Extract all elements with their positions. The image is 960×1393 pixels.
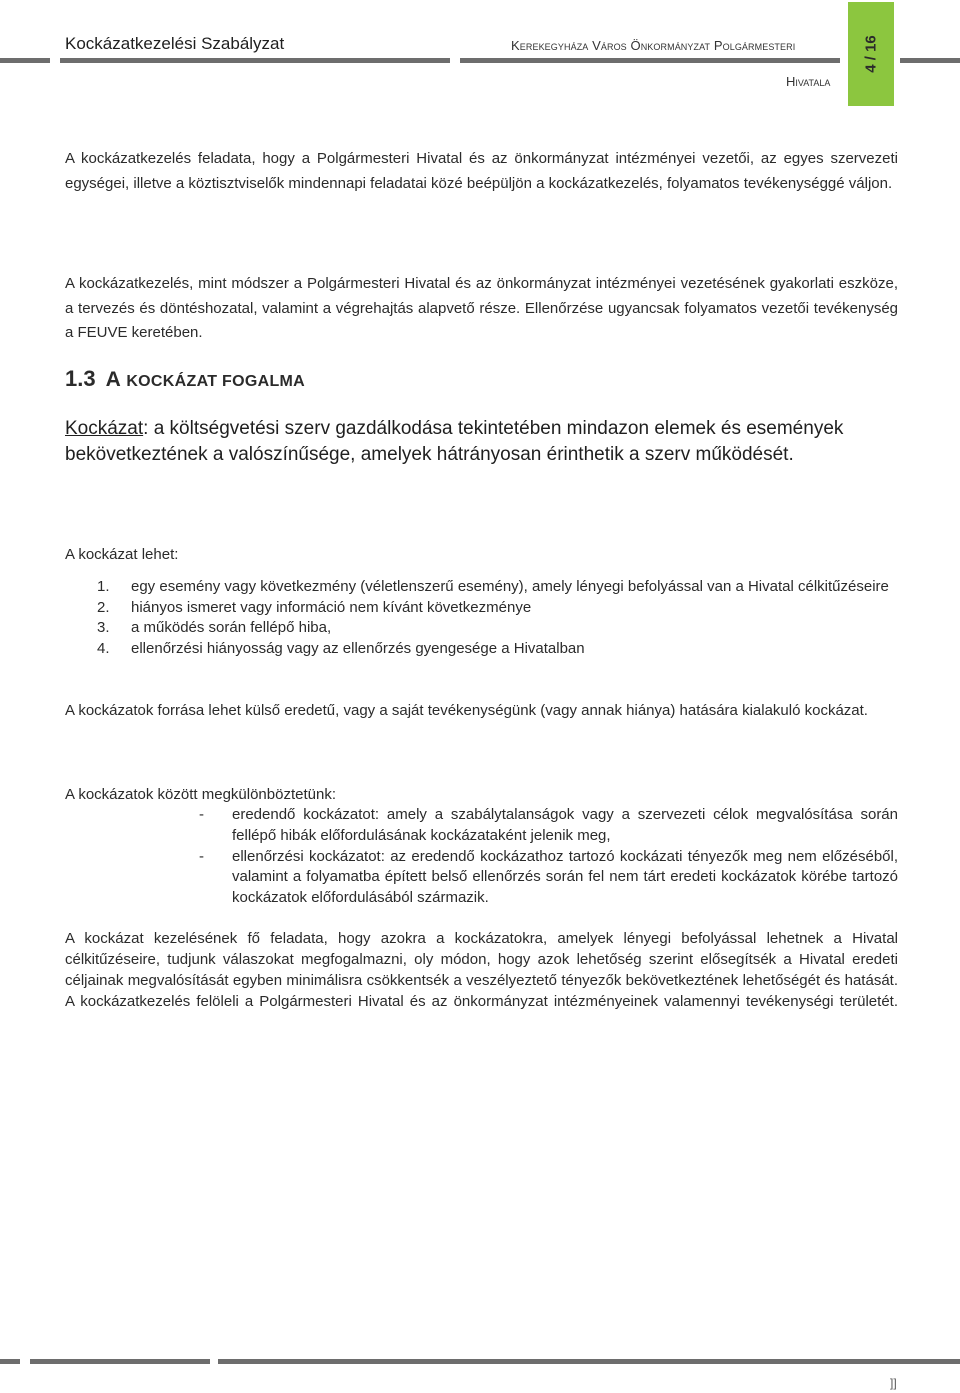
footer-rule-right — [218, 1359, 960, 1364]
list-item-text: ellenőrzési kockázatot: az eredendő kockázathoz tartozó kockázati tényezők meg nem előzéséből, valamint a folyamatba épített belső ellenőrzés során fel nem tárt eredeti kockázatok körébe tartozó kockázatok előfordulásából származik. — [232, 847, 898, 907]
list-item-text: a működés során fellépő hiba, — [131, 619, 332, 637]
list-item — [65, 847, 898, 909]
footer-rule-mid — [30, 1359, 210, 1364]
section-title-initial: A — [105, 368, 121, 391]
list-item-number: 3. — [97, 619, 110, 637]
risk-distinction-list — [65, 805, 898, 909]
list-item-text: hiányos ismeret vagy információ nem kívánt következménye — [131, 598, 532, 616]
section-heading — [65, 366, 305, 392]
list-item-text: ellenőrzési hiányosság vagy az ellenőrzés gyengesége a Hivatalban — [131, 639, 585, 657]
list-item-text: egy esemény vagy következmény (véletlenszerű esemény), amely lényegi befolyással van a Hivatal célkitűzéseire — [131, 578, 889, 595]
list-item-number: 4. — [97, 639, 110, 657]
list-item — [65, 639, 898, 660]
footer-rule-left — [0, 1359, 20, 1364]
paragraph-3: A kockázatok forrása lehet külső eredetű, vagy a saját tevékenységünk (vagy annak hiánya) hatására kialakuló kockázat. — [65, 702, 868, 719]
paragraph-1: A kockázatkezelés feladata, hogy a Polgármesteri Hivatal és az önkormányzat intézményei vezetői, az egyes szervezeti egységei, illetve a köztisztviselők mindennapi feladatai közé beépüljön a kockázatkezelés, folyamatos tevékenységgé váljon. — [65, 150, 898, 192]
page-number: 4 / 16 — [862, 35, 880, 73]
header-rule-right — [460, 58, 840, 63]
list-dash: - — [199, 806, 204, 823]
section-number: 1.3 — [65, 366, 96, 391]
organization-name-line2: Hivatala — [786, 74, 831, 89]
list-dash: - — [199, 847, 204, 865]
definition-term: Kockázat — [65, 418, 144, 439]
definition-text: : a költségvetési szerv gazdálkodása tekintetében mindazon elemek és események bekövetkeztének a valószínűsége, amelyek hátrányosan érinthetik a szerv működését. — [65, 418, 844, 465]
header-rule-left — [0, 58, 50, 63]
list-item — [65, 618, 898, 639]
header-rule-mid — [60, 58, 450, 63]
list-item-number: 2. — [97, 598, 110, 616]
paragraph-2: A kockázatkezelés, mint módszer a Polgármesteri Hivatal és az önkormányzat intézményei vezetésének gyakorlati eszköze, a tervezés és döntéshozatal, valamint a végrehajtás alapvető része. Ellenőrzése ugyancsak folyamatos vezetői tevékenység a FEUVE keretében. — [65, 275, 898, 342]
list-intro: A kockázat lehet: — [65, 546, 179, 563]
risk-definition — [65, 416, 898, 467]
list-item — [65, 577, 898, 598]
organization-name: Kerekegyháza Város Önkormányzat Polgármesteri — [511, 38, 796, 53]
list-item-number: 1. — [97, 578, 110, 595]
list-item — [65, 805, 898, 847]
distinction-intro: A kockázatok között megkülönböztetünk: — [65, 786, 336, 803]
list-item — [65, 598, 898, 619]
list-item-text: eredendő kockázatot: amely a szabálytalanságok vagy a szervezeti célok megvalósítása során fellépő hibák előfordulásának kockázataként jelenik meg, — [232, 806, 898, 844]
footer-mark: ]] — [890, 1376, 897, 1390]
paragraph-4: A kockázat kezelésének fő feladata, hogy azokra a kockázatokra, amelyek lényegi befolyással lehetnek a Hivatal célkitűzéseire, tudjunk válaszokat megfogalmazni, oly módon, hogy azok lehetőség szerint elősegítsék a Hivatal eredeti céljainak megvalósítását egyben minimálisra csökkentsék a veszélyeztető tényezők bekövetkeztének lehetőségét és hatását. A kockázatkezelés felöleli a Polgármesteri Hivatal és az önkormányzat intézményeinek valamennyi tevékenységi területét. — [65, 930, 898, 1010]
page-number-tab — [848, 2, 894, 106]
document-title: Kockázatkezelési Szabályzat — [65, 34, 285, 53]
risk-types-list — [65, 577, 898, 659]
header-rule-far — [900, 58, 960, 63]
section-title-rest: KOCKÁZAT FOGALMA — [126, 373, 306, 390]
